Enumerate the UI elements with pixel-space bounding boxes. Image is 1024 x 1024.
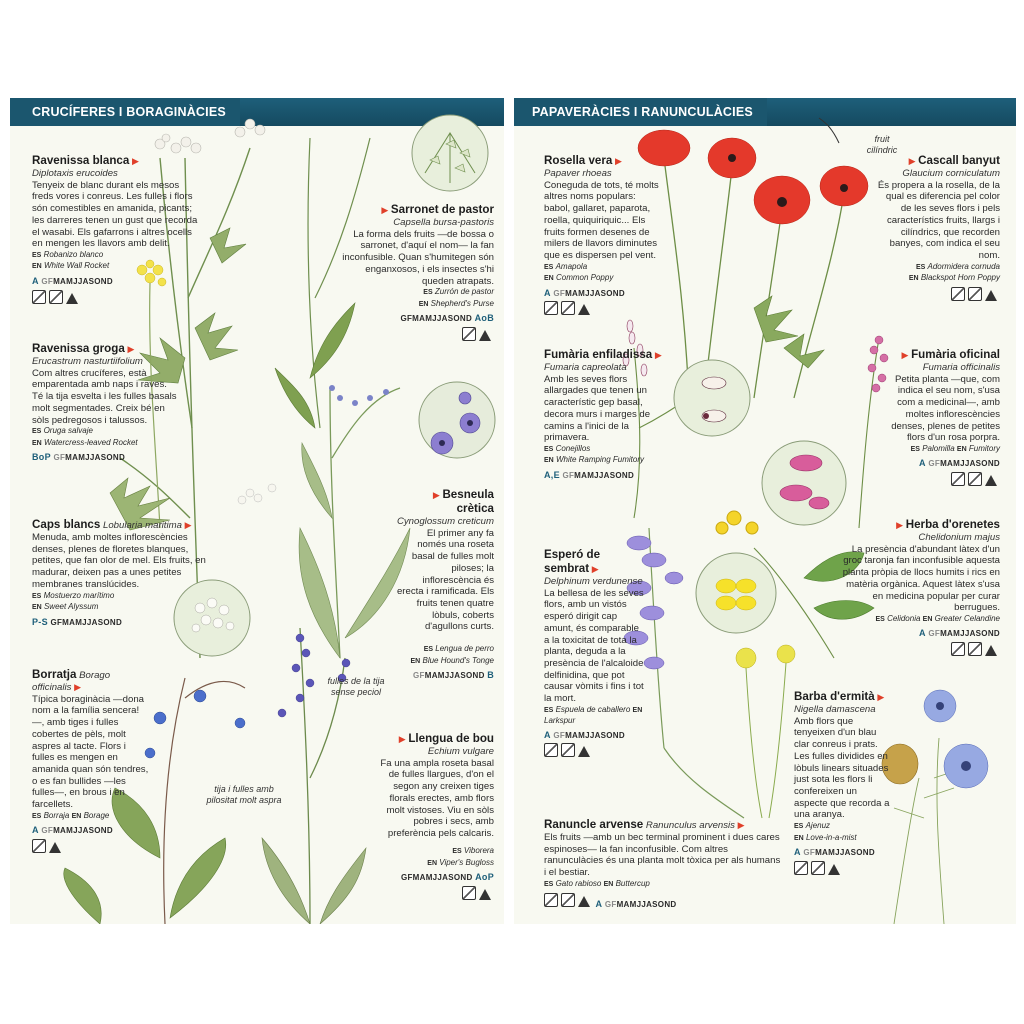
es-label: ES [915, 263, 926, 271]
entry-es-name: Adormidera cornuda [927, 261, 1000, 271]
altitude-icon [985, 475, 997, 486]
entry-sci-name: Fumaria capreolata [544, 362, 627, 373]
altitude-icon [66, 293, 78, 304]
months-inactive: GF [562, 470, 575, 480]
entry-sci-name: Echium vulgare [427, 746, 494, 757]
entry-fumaria-oficinal [878, 348, 1000, 486]
entry-sci-name: Capsella bursa-pastoris [393, 217, 494, 228]
map-marker-icon: ▶ [908, 156, 916, 166]
fruit-pointer-arrow [819, 118, 839, 143]
caption-tija-fulles: tija i fulles amb pilositat molt aspra [206, 784, 282, 805]
habitat-icons [32, 839, 150, 853]
es-label: ES [32, 592, 42, 600]
entry-en-name: Larkspur [544, 716, 576, 726]
entry-en-name: Borage [83, 810, 110, 820]
habitat-icon [951, 472, 965, 486]
entry-en-name: Blackspot Horn Poppy [920, 273, 1000, 283]
entry-name: Ravenissa groga [32, 342, 125, 355]
map-marker-icon: ▶ [132, 156, 139, 166]
entry-en-name: Love-in-a-mist [805, 832, 857, 842]
besneula-inset [419, 382, 495, 458]
entry-description: És propera a la rosella, de la qual es diferencia pel color de les seves flors i pels característics fruits, llargs i cilíndrics, que recorden banyes, com indica el seu nom. [877, 179, 1000, 261]
entry-es-name: Oruga salvaje [43, 426, 93, 436]
entry-ravenissa-groga [32, 342, 180, 464]
es-label: ES [452, 848, 462, 855]
entry-name: Caps blancs [32, 518, 101, 531]
map-marker-icon: ▶ [615, 156, 622, 166]
fumaria-enfiladissa-inset [674, 360, 750, 436]
en-label: EN [32, 439, 42, 447]
map-marker-icon: ▶ [877, 692, 885, 702]
entry-en-name: Greater Celandine [934, 613, 1000, 623]
entry-description: El primer any fa només una roseta basal de fulles molt piloses; la inflorescència és erecta i ramificada. Els fruits tenen quatre lòbuls, coberts d'agullons curts. [396, 527, 494, 633]
habitat-code: AoB [474, 313, 494, 324]
entry-herba-orenetes [834, 518, 1000, 656]
months-inactive: GF [604, 900, 617, 910]
entry-name: Herba d'orenetes [905, 518, 1000, 531]
en-label: EN [544, 275, 554, 283]
entry-es-name: Amapola [555, 261, 588, 271]
map-marker-icon: ▶ [184, 520, 192, 530]
habitat-icons [544, 301, 664, 315]
entry-es-name: Borraja [43, 810, 70, 820]
es-label: ES [32, 428, 42, 436]
habitat-code: A [32, 825, 39, 836]
months-flowering: MAMJJASOND [815, 848, 875, 858]
fumaria-oficinal-inset [762, 441, 846, 525]
entry-espero-de-sembrat [544, 548, 644, 757]
entry-es-name: Espuela de caballero [555, 704, 631, 714]
habitat-icons [340, 886, 494, 900]
es-label: ES [32, 812, 42, 820]
habitat-icon [561, 893, 575, 907]
es-label: ES [544, 445, 554, 453]
habitat-code: B [487, 670, 494, 680]
right-page [514, 98, 1016, 924]
es-label: ES [794, 823, 804, 831]
en-label: EN [908, 275, 919, 283]
habitat-icons [794, 861, 890, 875]
entry-sci-name: Borago officinalis [32, 670, 111, 693]
habitat-icon [968, 642, 982, 656]
entry-name: Barba d'ermità [794, 690, 875, 703]
altitude-icon [985, 290, 997, 301]
habitat-code: A [919, 458, 926, 469]
months-flowering: MAMJJASOND [424, 671, 485, 680]
entry-ravenissa-blanca [32, 154, 200, 304]
es-label: ES [544, 880, 554, 888]
es-label: ES [544, 263, 554, 271]
months-inactive: GF [928, 459, 941, 469]
habitat-icons [876, 287, 1000, 301]
entry-caps-blancs [32, 518, 208, 628]
entry-cascall-banyut [876, 154, 1000, 301]
entry-sci-name: Papaver rhoeas [544, 168, 612, 179]
map-marker-icon: ▶ [901, 350, 909, 360]
map-marker-icon: ▶ [896, 520, 904, 530]
white-flower-cluster [155, 119, 265, 153]
entry-name: Cascall banyut [918, 154, 1000, 167]
entry-sci-name: Nigella damascena [794, 704, 876, 715]
entry-description: Petita planta —que, com indica el seu nom, s'usa com a medicinal—, amb moltes inflorescències denses, plenes de petites flors d'un rosa porpra. [891, 373, 1000, 444]
entry-name: Fumària enfiladissa [544, 348, 653, 361]
habitat-code: A [919, 628, 926, 639]
herba-orenetes-inset [696, 553, 776, 633]
es-label: ES [875, 615, 885, 623]
months-inactive: GF [41, 276, 54, 286]
en-label: EN [32, 263, 42, 271]
months-flowering: MAMJJASOND [65, 453, 126, 463]
habitat-icon [794, 861, 808, 875]
entry-es-name: Zurrón de pastor [434, 287, 494, 297]
entry-en-name: Viper's Bugloss [439, 857, 494, 867]
habitat-icon [462, 886, 476, 900]
entry-fumaria-enfiladissa [544, 348, 672, 482]
entry-es-name: Gato rabioso [555, 878, 602, 888]
en-label: EN [410, 657, 421, 665]
entry-es-name: Lengua de perro [435, 644, 494, 653]
months-flowering: GFMAMJJASOND [400, 314, 473, 324]
es-label: ES [910, 445, 920, 453]
entry-sarronet-de-pastor [334, 203, 494, 341]
entry-description: Amb flors que tenyeixen d'un blau clar conreus i prats. Les fulles dividides en lòbuls linears situades just sota les flors li confereixen un aspecte que recorda a una aranya. [794, 715, 890, 821]
map-marker-icon: ▶ [127, 344, 135, 354]
months-inactive: GF [803, 848, 816, 858]
habitat-icons [544, 900, 593, 909]
entry-en-name: Blue Hound's Tonge [422, 655, 494, 665]
months-flowering: MAMJJASOND [940, 629, 1000, 639]
entry-llengua-de-bou-meta [340, 846, 494, 900]
months-flowering: GFMAMJJASOND [50, 617, 123, 627]
es-label: ES [423, 289, 433, 297]
entry-description: La bellesa de les seves flors, amb un vistós esperó dirigit cap amunt, és comparable a la toxicitat de tota la planta, deguda a la presència de l'alcaloide delfinidina, que pot causar vòmits i fins i tot la mort. [544, 587, 644, 705]
entry-name: Fumària oficinal [911, 348, 1000, 361]
habitat-icons [834, 642, 1000, 656]
en-label: EN [922, 615, 933, 623]
habitat-code: A [544, 287, 551, 298]
months-flowering: MAMJJASOND [574, 470, 635, 480]
entry-en-name: Buttercup [615, 878, 650, 888]
habitat-icon [544, 743, 558, 757]
llengua-de-bou-illustration [300, 628, 345, 924]
en-label: EN [603, 880, 614, 888]
left-page [10, 98, 504, 924]
en-label: EN [71, 812, 82, 820]
en-label: EN [418, 300, 429, 308]
en-label: EN [32, 604, 42, 612]
es-label: ES [423, 646, 434, 653]
entry-name: Borratja [32, 668, 77, 681]
entry-description: La forma dels fruits —de bossa o sarronet, d'aquí el nom— la fan inconfusible. Quan s'humitegen són enganxosos, i els insectes s'hi queden atrapats. [342, 228, 494, 287]
entry-es-name: Viborera [463, 846, 494, 855]
altitude-icon [578, 304, 590, 315]
map-marker-icon: ▶ [381, 205, 389, 215]
months-flowering: GFMAMJJASOND [400, 873, 473, 882]
entry-ranuncle-arvense [544, 818, 784, 911]
en-label: EN [632, 706, 643, 714]
caps-blancs-flowers [238, 484, 276, 504]
entry-sci-name: Ranunculus arvensis [645, 820, 735, 831]
entry-name: Besneula crètica [442, 488, 494, 515]
months-flowering: MAMJJASOND [565, 730, 625, 740]
habitat-icon [968, 472, 982, 486]
entry-es-name: Robanizo blanco [43, 249, 104, 259]
altitude-icon [49, 842, 61, 853]
entry-en-name: Watercress-leaved Rocket [43, 437, 138, 447]
caption-fulles-tija: fulles de la tija sense peciol [327, 676, 385, 697]
months-flowering: MAMJJASOND [53, 276, 113, 286]
habitat-icons [878, 472, 1000, 486]
entry-en-name: Common Poppy [555, 273, 614, 283]
map-marker-icon: ▶ [737, 820, 745, 830]
entry-description: Fa una ampla roseta basal de fulles llargues, d'on el segon any creixen tiges florals erectes, amb flors molt vistoses. Viu en sòls pobres i secs, amb preferència pels calcaris. [380, 757, 494, 839]
habitat-icon [968, 287, 982, 301]
habitat-icon [544, 301, 558, 315]
entry-es-name: Palomilla [922, 443, 955, 453]
entry-es-name: Conejillos [555, 443, 591, 453]
entry-besneula-cretica [396, 488, 494, 633]
entry-name: Llengua de bou [408, 732, 494, 745]
habitat-icon [951, 287, 965, 301]
en-label: EN [427, 859, 438, 867]
entry-es-name: Ajenuz [805, 821, 831, 831]
months-flowering: MAMJJASOND [940, 459, 1000, 469]
right-section-title: PAPAVERÀCIES I RANUNCULÀCIES [514, 98, 767, 126]
habitat-code: A [544, 729, 551, 740]
habitat-icon [544, 893, 558, 907]
altitude-icon [985, 645, 997, 656]
altitude-icon [479, 889, 491, 900]
entry-description: Com altres crucíferes, està emparentada amb naps i raves. Té la tija esvelta i les fulles basals molt segmentades. Creix bé en sòls pedregosos i talussos. [32, 367, 177, 426]
entry-en-name: White Wall Rocket [43, 261, 110, 271]
entry-en-name: Fumitory [968, 443, 1000, 453]
entry-es-name: Celidonia [887, 613, 921, 623]
entry-description: Els fruits —amb un bec terminal prominent i dues cares espinoses— la fan inconfusible. Com altres ranunculàcies és una planta molt tòxica per als humans i el bestiar. [544, 832, 781, 879]
entry-en-name: Shepherd's Purse [430, 298, 494, 308]
habitat-code: BoP [32, 452, 51, 463]
map-marker-icon: ▶ [398, 734, 406, 744]
altitude-icon [578, 746, 590, 757]
habitat-code: AoP [475, 872, 494, 882]
months-inactive: GF [553, 288, 566, 298]
entry-sci-name: Delphinum verdunense [544, 576, 643, 587]
habitat-icon [561, 743, 575, 757]
entry-sci-name: Diplotaxis erucoides [32, 168, 118, 179]
altitude-icon [828, 864, 840, 875]
entry-es-name: Mostuerzo marítimo [43, 590, 115, 600]
entry-sci-name: Lobularia maritima [102, 520, 182, 531]
entry-name: Ravenissa blanca [32, 154, 130, 167]
altitude-icon [578, 896, 590, 907]
habitat-code: A [794, 847, 801, 858]
entry-llengua-de-bou [372, 732, 494, 840]
habitat-icon [32, 290, 46, 304]
entry-borratja [32, 668, 150, 853]
entry-description: Amb les seves flors allargades que tenen un característic gep basal, decora murs i marges de camins a l'inici de la primavera. [544, 373, 651, 444]
entry-description: La presència d'abundant làtex d'un groc taronja fan inconfusible aquesta planta pròpia de llocs humits i rics en matèria orgànica. Aquest làtex s'usa en medicina popular per curar berrugues. [842, 543, 1000, 614]
habitat-code: A [32, 275, 39, 286]
entry-sci-name: Fumaria officinalis [922, 362, 1000, 373]
habitat-icons [544, 743, 644, 757]
entry-description: Tenyeix de blanc durant els mesos freds vores i conreus. Les fulles i flors són comestibles en amanida, picants; les darreres tenen un gust que recorda el wasabi. Els gafarrons i altres ocells en mengen les llavors amb delit. [32, 179, 198, 250]
months-inactive: GF [928, 629, 941, 639]
habitat-icon [462, 327, 476, 341]
rosella-illustration [664, 158, 844, 398]
months-flowering: MAMJJASOND [53, 826, 113, 836]
months-flowering: MAMJJASOND [565, 288, 625, 298]
habitat-icon [811, 861, 825, 875]
habitat-icon [49, 290, 63, 304]
entry-name: Sarronet de pastor [390, 203, 494, 216]
en-label: EN [956, 445, 967, 453]
entry-sci-name: Cynoglossum creticum [396, 516, 494, 527]
months-flowering: MAMJJASOND [616, 900, 677, 910]
habitat-icon [951, 642, 965, 656]
entry-barba-dermita [794, 690, 890, 875]
months-inactive: GF [41, 826, 54, 836]
habitat-code: A,E [544, 469, 560, 480]
map-marker-icon: ▶ [654, 350, 662, 360]
entry-en-name: White Ramping Fumitory [555, 455, 644, 465]
map-marker-icon: ▶ [432, 490, 440, 500]
entry-description: Coneguda de tots, té molts altres noms populars: babol, gallaret, paparota, roella, quiquiriquic... Els fruits formen desenes de milers de llavors diminutes que es dispersen pel vent. [544, 179, 659, 261]
es-label: ES [32, 251, 42, 259]
entry-description: Menuda, amb moltes inflorescències denses, plenes de floretes blanques, petites, que fan olor de mel. Els fruits, en madurar, deixen pas a unes petites membranes translúcides. [32, 532, 206, 590]
habitat-icon [561, 301, 575, 315]
entry-sci-name: Glaucium corniculatum [902, 168, 1000, 179]
habitat-icons [32, 290, 200, 304]
entry-rosella-vera [544, 154, 664, 315]
altitude-icon [479, 330, 491, 341]
months-inactive: GF [413, 671, 425, 680]
habitat-code: A [595, 899, 603, 910]
entry-name: Esperó de sembrat [544, 548, 601, 575]
left-section-title: CRUCÍFERES I BORAGINÀCIES [10, 98, 240, 126]
habitat-icons [334, 327, 494, 341]
entry-name: Rosella vera [544, 154, 613, 167]
map-marker-icon: ▶ [591, 564, 599, 574]
entry-sci-name: Chelidonium majus [918, 532, 1000, 543]
months-inactive: GF [553, 730, 566, 740]
entry-name: Ranuncle arvense [544, 818, 644, 831]
habitat-icon [32, 839, 46, 853]
es-label: ES [544, 706, 554, 714]
en-label: EN [794, 834, 804, 842]
habitat-code: P-S [32, 616, 48, 627]
months-inactive: GF [53, 453, 66, 463]
map-marker-icon: ▶ [74, 682, 82, 692]
en-label: EN [544, 457, 554, 465]
caption-fruit-cilindric: fruit cilíndric [866, 134, 898, 155]
entry-description: Típica boraginàcia —dona nom a la família sencera!—, amb tiges i fulles cobertes de pèls, molt aspres al tacte. Flors i fulles es mengen en amanida quan són tendres, o es fan bullides —les fulles—, en brous i en farcellets. [32, 693, 149, 811]
entry-en-name: Sweet Alyssum [43, 602, 99, 612]
entry-sci-name: Erucastrum nasturtiifolium [32, 356, 143, 367]
